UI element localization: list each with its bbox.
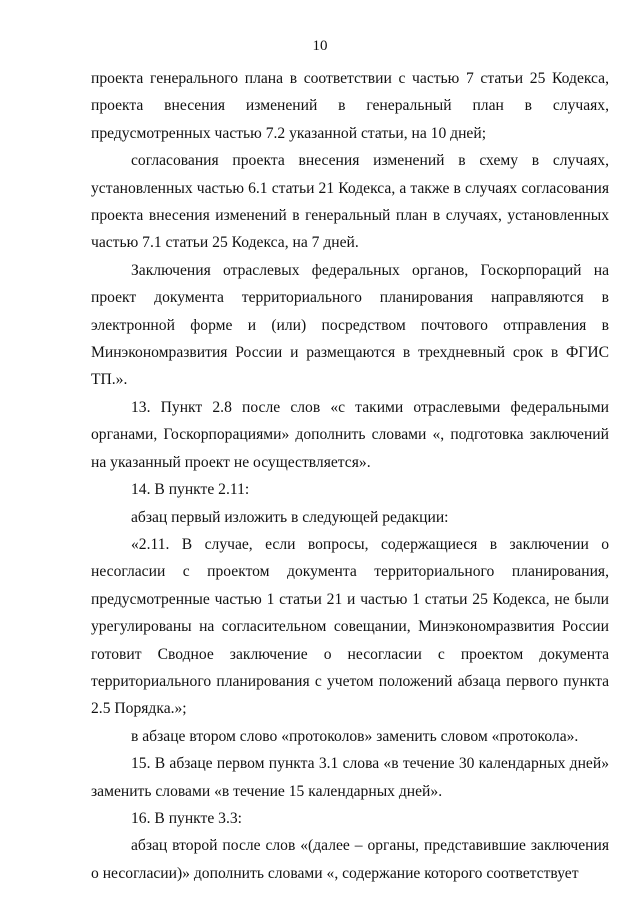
- paragraph-9: 15. В абзаце первом пункта 3.1 слова «в течение 30 календарных дней» заменить словами «в течение 15 календарных дней».: [91, 755, 609, 800]
- paragraph-5: 14. В пункте 2.11:: [131, 481, 250, 499]
- paragraph-7: «2.11. В случае, если вопросы, содержащиеся в заключении о несогласии с проектом документа территориального планирования, предусмотренные частью 1 статьи 21 и частью 1 статьи 25 Кодекса, не были урегулированы на согласительном совещании, Минэкономразвития России готовит Сводное заключение о несогласии с проектом документа территориального планирования с учетом положений абзаца первого пункта 2.5 Порядка.»;: [91, 535, 609, 718]
- paragraph-2: согласования проекта внесения изменений в схему в случаях, установленных частью 6.1 статьи 21 Кодекса, а также в случаях согласования проекта внесения изменений в генеральный план в случаях, установленных частью 7.1 статьи 25 Кодекса, на 7 дней.: [91, 152, 609, 252]
- paragraph-1: проекта генерального плана в соответствии с частью 7 статьи 25 Кодекса, проекта внесения изменений в генеральный план в случаях, предусмотренных частью 7.2 указанной статьи, на 10 дней;: [91, 70, 609, 142]
- paragraph-6: абзац первый изложить в следующей редакции:: [131, 508, 449, 526]
- paragraph-10: 16. В пункте 3.3:: [131, 809, 243, 827]
- paragraph-11: абзац второй после слов «(далее – органы, представившие заключения о несогласии)» дополнить словами «, содержание которого соответствует: [91, 837, 609, 882]
- paragraph-3: Заключения отраслевых федеральных органов, Госкорпораций на проект документа территориального планирования направляются в электронной форме и (или) посредством почтового отправления в Минэкономразвития России и размещаются в трехдневный срок в ФГИС ТП.».: [91, 261, 609, 389]
- paragraph-8: в абзаце втором слово «протоколов» заменить словом «протокола».: [131, 727, 579, 745]
- page-number: 10: [312, 38, 328, 54]
- paragraph-4: 13. Пункт 2.8 после слов «с такими отраслевыми федеральными органами, Госкорпорациями» дополнить словами «, подготовка заключений на указанный проект не осуществляется».: [91, 398, 609, 471]
- document-body: [91, 65, 609, 887]
